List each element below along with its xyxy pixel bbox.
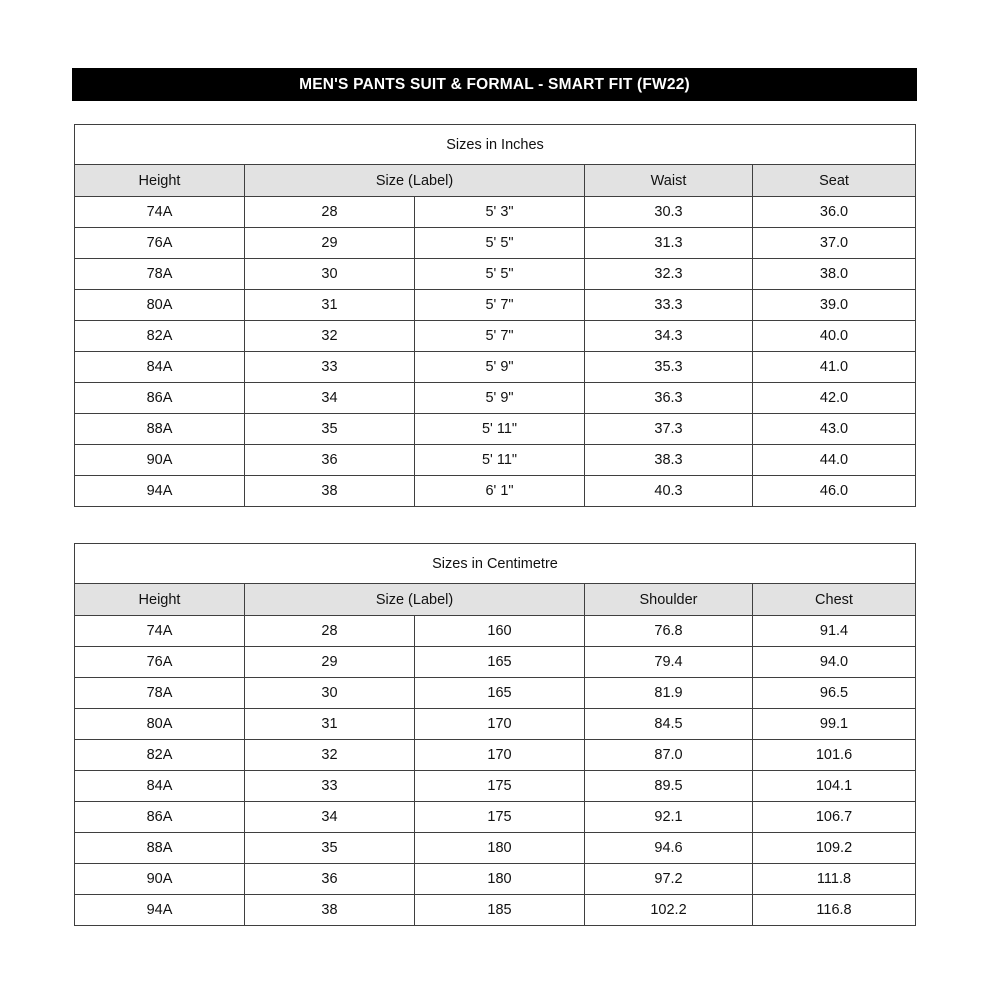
cell-chest: 99.1 (753, 709, 916, 740)
cell-height: 84A (75, 771, 245, 802)
cell-seat: 36.0 (753, 197, 916, 228)
table-row (75, 290, 916, 321)
column-header-seat: Seat (753, 165, 916, 197)
cell-size-label: 5' 7" (415, 290, 585, 321)
cell-size-number: 30 (245, 259, 415, 290)
cell-height: 76A (75, 228, 245, 259)
cell-height: 80A (75, 290, 245, 321)
cell-seat: 37.0 (753, 228, 916, 259)
cell-size-number: 28 (245, 197, 415, 228)
column-header-height: Height (75, 584, 245, 616)
cell-size-label: 175 (415, 802, 585, 833)
cell-size-number: 30 (245, 678, 415, 709)
table-header-row (75, 165, 916, 197)
cell-height: 88A (75, 833, 245, 864)
cell-size-label: 185 (415, 895, 585, 926)
cell-shoulder: 84.5 (585, 709, 753, 740)
cell-waist: 30.3 (585, 197, 753, 228)
cell-height: 76A (75, 647, 245, 678)
table-row (75, 647, 916, 678)
table-row (75, 321, 916, 352)
cell-size-label: 5' 9" (415, 352, 585, 383)
cell-chest: 96.5 (753, 678, 916, 709)
column-header-shoulder: Shoulder (585, 584, 753, 616)
cell-shoulder: 92.1 (585, 802, 753, 833)
cell-seat: 40.0 (753, 321, 916, 352)
cell-height: 82A (75, 321, 245, 352)
cell-height: 90A (75, 864, 245, 895)
page-title: MEN'S PANTS SUIT & FORMAL - SMART FIT (FW22) (72, 68, 917, 101)
cell-size-number: 38 (245, 895, 415, 926)
table-row (75, 197, 916, 228)
table-row (75, 476, 916, 507)
cell-seat: 39.0 (753, 290, 916, 321)
cell-seat: 38.0 (753, 259, 916, 290)
table-row (75, 895, 916, 926)
table-row (75, 771, 916, 802)
cell-size-label: 170 (415, 740, 585, 771)
cell-height: 84A (75, 352, 245, 383)
cell-waist: 32.3 (585, 259, 753, 290)
cell-waist: 31.3 (585, 228, 753, 259)
cell-size-label: 165 (415, 678, 585, 709)
cell-size-number: 38 (245, 476, 415, 507)
cell-shoulder: 81.9 (585, 678, 753, 709)
column-header-size-label: Size (Label) (245, 584, 585, 616)
cell-seat: 43.0 (753, 414, 916, 445)
cell-size-number: 35 (245, 833, 415, 864)
cell-chest: 116.8 (753, 895, 916, 926)
cell-size-number: 32 (245, 321, 415, 352)
cell-height: 90A (75, 445, 245, 476)
cell-size-label: 160 (415, 616, 585, 647)
column-header-chest: Chest (753, 584, 916, 616)
cell-size-number: 34 (245, 802, 415, 833)
cell-chest: 94.0 (753, 647, 916, 678)
cell-size-number: 32 (245, 740, 415, 771)
table-row (75, 228, 916, 259)
table-row (75, 352, 916, 383)
cell-waist: 37.3 (585, 414, 753, 445)
cell-waist: 34.3 (585, 321, 753, 352)
cell-shoulder: 76.8 (585, 616, 753, 647)
table-row (75, 709, 916, 740)
cell-waist: 35.3 (585, 352, 753, 383)
table-caption: Sizes in Inches (75, 125, 916, 165)
cell-height: 74A (75, 197, 245, 228)
cell-chest: 109.2 (753, 833, 916, 864)
table-row (75, 445, 916, 476)
cell-size-number: 36 (245, 864, 415, 895)
cell-size-number: 33 (245, 771, 415, 802)
table-row (75, 414, 916, 445)
cell-chest: 111.8 (753, 864, 916, 895)
cell-seat: 42.0 (753, 383, 916, 414)
cell-size-label: 180 (415, 833, 585, 864)
cell-size-label: 5' 11" (415, 414, 585, 445)
cell-shoulder: 102.2 (585, 895, 753, 926)
column-header-height: Height (75, 165, 245, 197)
table-row (75, 833, 916, 864)
cell-size-label: 5' 11" (415, 445, 585, 476)
cell-height: 86A (75, 383, 245, 414)
cell-height: 82A (75, 740, 245, 771)
cell-height: 78A (75, 259, 245, 290)
cell-size-number: 34 (245, 383, 415, 414)
cell-shoulder: 89.5 (585, 771, 753, 802)
cell-seat: 46.0 (753, 476, 916, 507)
cell-size-number: 35 (245, 414, 415, 445)
cell-height: 94A (75, 895, 245, 926)
sizes-in-centimetre-table (74, 543, 916, 926)
cell-size-label: 5' 5" (415, 228, 585, 259)
cell-height: 86A (75, 802, 245, 833)
cell-size-label: 6' 1" (415, 476, 585, 507)
cell-height: 88A (75, 414, 245, 445)
sizes-in-inches-table (74, 124, 916, 507)
cell-size-label: 5' 3" (415, 197, 585, 228)
cell-size-number: 36 (245, 445, 415, 476)
cell-waist: 36.3 (585, 383, 753, 414)
cell-shoulder: 97.2 (585, 864, 753, 895)
table-caption-row (75, 544, 916, 584)
cell-shoulder: 79.4 (585, 647, 753, 678)
cell-waist: 38.3 (585, 445, 753, 476)
cell-height: 78A (75, 678, 245, 709)
cell-waist: 40.3 (585, 476, 753, 507)
cell-size-label: 5' 5" (415, 259, 585, 290)
table-caption-row (75, 125, 916, 165)
cell-size-number: 31 (245, 290, 415, 321)
cell-height: 80A (75, 709, 245, 740)
cell-shoulder: 94.6 (585, 833, 753, 864)
cell-size-number: 29 (245, 647, 415, 678)
table-row (75, 864, 916, 895)
cell-size-label: 5' 7" (415, 321, 585, 352)
cell-size-label: 180 (415, 864, 585, 895)
table-row (75, 802, 916, 833)
cell-chest: 106.7 (753, 802, 916, 833)
table-caption: Sizes in Centimetre (75, 544, 916, 584)
cell-waist: 33.3 (585, 290, 753, 321)
column-header-size-label: Size (Label) (245, 165, 585, 197)
table-row (75, 383, 916, 414)
table-row (75, 616, 916, 647)
cell-size-label: 165 (415, 647, 585, 678)
table-row (75, 678, 916, 709)
cell-chest: 104.1 (753, 771, 916, 802)
cell-shoulder: 87.0 (585, 740, 753, 771)
column-header-waist: Waist (585, 165, 753, 197)
cell-size-label: 5' 9" (415, 383, 585, 414)
table-header-row (75, 584, 916, 616)
cell-size-label: 170 (415, 709, 585, 740)
cell-size-label: 175 (415, 771, 585, 802)
table-row (75, 740, 916, 771)
cell-size-number: 31 (245, 709, 415, 740)
cell-height: 74A (75, 616, 245, 647)
cell-size-number: 29 (245, 228, 415, 259)
cell-chest: 101.6 (753, 740, 916, 771)
cell-seat: 41.0 (753, 352, 916, 383)
cell-seat: 44.0 (753, 445, 916, 476)
cell-chest: 91.4 (753, 616, 916, 647)
table-row (75, 259, 916, 290)
cell-size-number: 33 (245, 352, 415, 383)
cell-height: 94A (75, 476, 245, 507)
cell-size-number: 28 (245, 616, 415, 647)
